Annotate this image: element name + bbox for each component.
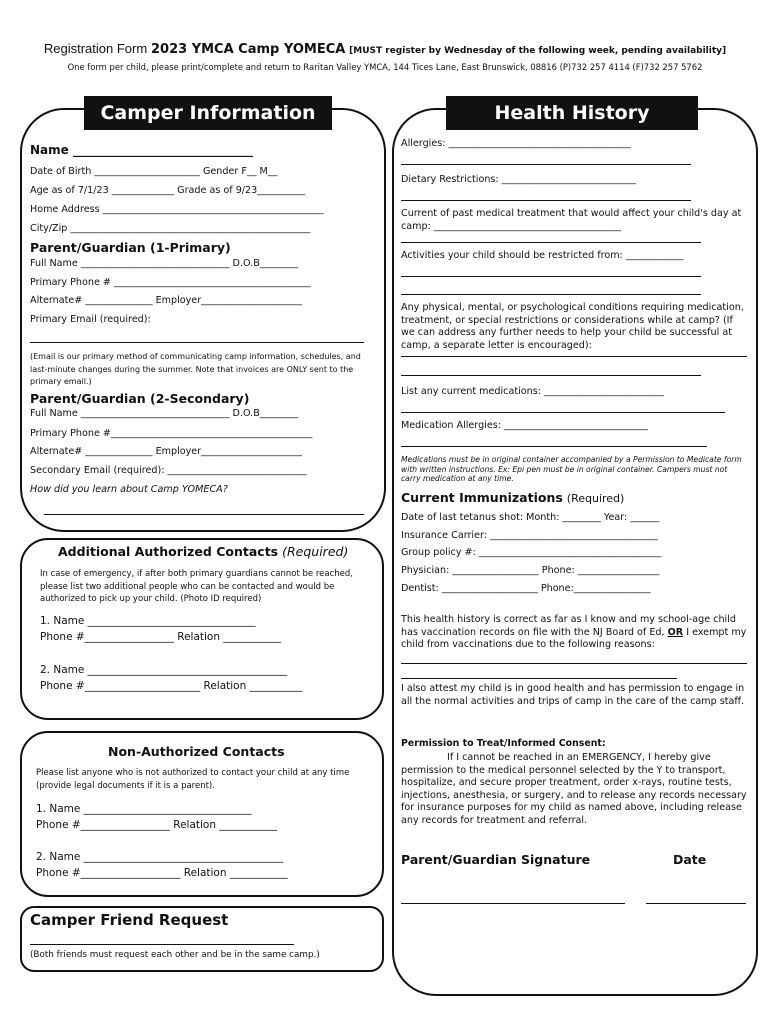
attest-or: OR <box>667 626 684 638</box>
date-line[interactable] <box>646 903 746 904</box>
attest-vaccination-text: This health history is correct as far as I know and my school-age child has vaccination records on file with the NJ Board of Ed, <box>401 614 736 638</box>
authorized-title-text: Additional Authorized Contacts <box>58 544 279 559</box>
how-learn-label: How did you learn about Camp YOMECA? <box>30 484 228 495</box>
dietary-line-2[interactable] <box>401 200 691 201</box>
non-auth-contact1-name[interactable]: 1. Name ________________________________ <box>36 803 252 815</box>
form-title: 2023 YMCA Camp YOMECA <box>151 42 346 57</box>
consent-title: Permission to Treat/Informed Consent: <box>401 738 606 749</box>
med-allergies-field[interactable]: Medication Allergies: ______________________________ <box>401 420 648 431</box>
medications-field[interactable]: List any current medications: _________________________ <box>401 386 664 397</box>
deadline-note: [MUST register by Wednesday of the following week, pending availability] <box>349 46 727 56</box>
g1-full-name-field[interactable]: Full Name _______________________________ D.O.B________ <box>30 258 299 269</box>
exempt-reasons-line-1[interactable] <box>401 663 747 664</box>
g2-full-name-field[interactable]: Full Name _______________________________ D.O.B________ <box>30 408 299 419</box>
authorized-desc: In case of emergency, if after both primary guardians cannot be reached, please list two additional people who can be contacted and would be authorized to pick up your child. (Photo ID required) <box>40 569 353 604</box>
exempt-reasons-line-2[interactable] <box>401 678 677 679</box>
med-allergies-line-2[interactable] <box>401 446 707 447</box>
allergies-line-2[interactable] <box>401 164 691 165</box>
dentist-field[interactable]: Dentist: ____________________ Phone:________________ <box>401 583 651 594</box>
immunizations-title-suffix: (Required) <box>566 492 625 505</box>
auth-contact1-name[interactable]: 1. Name ________________________________ <box>40 615 256 627</box>
medication-note: Medications must be in original container accompanied by a Permission to Medicate form with written instructions. Ex: Epi pen must be in original container. Campers must not carry medication at any time. <box>401 455 742 483</box>
non-auth-contact2-name[interactable]: 2. Name ______________________________________ <box>36 851 284 863</box>
g1-alt-field[interactable]: Alternate# ______________ Employer_____________________ <box>30 295 302 306</box>
date-label: Date <box>673 852 707 867</box>
camper-name-field[interactable]: Name ______________________________ <box>30 143 253 157</box>
allergies-field[interactable]: Allergies: ______________________________________ <box>401 138 631 149</box>
attestation-health: I also attest my child is in good health and has permission to engage in all the normal activities and trips of camp in the care of the camp staff. <box>401 683 745 707</box>
g2-phone-field[interactable]: Primary Phone #__________________________________________ <box>30 428 313 439</box>
age-grade-field[interactable]: Age as of 7/1/23 _____________ Grade as of 9/23__________ <box>30 185 306 196</box>
group-policy-field[interactable]: Group policy #: ______________________________________ <box>401 547 662 558</box>
activities-field[interactable]: Activities your child should be restricted from: ____________ <box>401 250 684 261</box>
non-authorized-desc: Please list anyone who is not authorized to contact your child at any time (provide legal documents if it is a parent). <box>36 768 350 791</box>
medications-line-2[interactable] <box>401 412 725 413</box>
email-note: (Email is our primary method of communicating camp information, schedules, and last-minute changes during the summer. Note that invoices are ONLY sent to the primary email.) <box>30 352 361 386</box>
friend-request-line[interactable] <box>30 944 294 945</box>
g1-phone-field[interactable]: Primary Phone # _________________________________________ <box>30 277 311 288</box>
insurance-field[interactable]: Insurance Carrier: ___________________________________ <box>401 530 658 541</box>
city-zip-field[interactable]: City/Zip __________________________________________________ <box>30 223 311 234</box>
form-title-line <box>0 42 770 58</box>
non-auth-contact2-phone[interactable]: Phone #___________________ Relation ___________ <box>36 867 288 879</box>
guardian1-title: Parent/Guardian (1-Primary) <box>30 240 231 255</box>
g2-alt-field[interactable]: Alternate# ______________ Employer_____________________ <box>30 446 302 457</box>
dob-gender-field[interactable]: Date of Birth ______________________ Gender F__ M__ <box>30 166 278 177</box>
form-header <box>0 42 770 72</box>
activities-line-2[interactable] <box>401 276 701 277</box>
non-auth-contact1-phone[interactable]: Phone #_________________ Relation ___________ <box>36 819 278 831</box>
auth-contact2-phone[interactable]: Phone #______________________ Relation __________ <box>40 680 303 692</box>
tetanus-field[interactable]: Date of last tetanus shot: Month: ________ Year: ______ <box>401 512 660 523</box>
friend-request-note: (Both friends must request each other and be in the same camp.) <box>30 950 320 960</box>
health-history-title: Health History <box>446 96 698 130</box>
signature-line[interactable] <box>401 903 625 904</box>
camper-info-title: Camper Information <box>84 96 332 130</box>
treatment-line-2[interactable] <box>401 242 701 243</box>
signature-label: Parent/Guardian Signature <box>401 852 591 867</box>
physician-field[interactable]: Physician: __________________ Phone: _________________ <box>401 565 660 576</box>
guardian2-title: Parent/Guardian (2-Secondary) <box>30 391 250 406</box>
immunizations-title-text: Current Immunizations <box>401 490 563 505</box>
current-treatment-field[interactable]: Current of past medical treatment that would affect your child's day at camp: _______________________________________ <box>401 208 742 232</box>
conditions-label: Any physical, mental, or psychological conditions requiring medication, treatment, or special restrictions or considerations while at camp? (If we can address any further needs to help your child be successful at camp, a separate letter is encouraged): <box>401 302 744 351</box>
authorized-title-suffix: (Required) <box>282 544 349 559</box>
instructions: One form per child, please print/complete and return to Raritan Valley YMCA, 144 Tices Lane, East Brunswick, 08816 (P)732 257 4114 (F)732 257 5762 <box>67 62 703 72</box>
home-address-field[interactable]: Home Address ______________________________________________ <box>30 204 324 215</box>
form-label: Registration Form <box>43 41 148 56</box>
dietary-field[interactable]: Dietary Restrictions: ____________________________ <box>401 174 637 185</box>
attestation-vaccination <box>401 614 747 652</box>
friend-request-title: Camper Friend Request <box>30 911 229 929</box>
auth-contact2-name[interactable]: 2. Name ______________________________________ <box>40 664 288 676</box>
consent-body: If I cannot be reached in an EMERGENCY, I hereby give permission to the medical personnel selected by the Y to transport, hospitalize, and secure proper treatment, order x-rays, routine tests, injections, anesthesia, or surgery, and to release any records necessary for insurance purposes for my child as named above, including release any records for treatment and referral. <box>401 752 747 826</box>
attest-exempt-text: I exempt my child from vaccinations due to the following reasons: <box>401 626 747 650</box>
non-authorized-title: Non-Authorized Contacts <box>108 744 285 759</box>
g1-email-label: Primary Email (required): <box>30 314 151 325</box>
g1-email-line[interactable] <box>30 342 364 343</box>
immunizations-title <box>401 490 624 505</box>
authorized-title <box>58 544 348 559</box>
conditions-line-1[interactable] <box>401 356 747 357</box>
authorized-contacts-section <box>20 538 384 720</box>
activities-line-3[interactable] <box>401 294 701 295</box>
g2-email-field[interactable]: Secondary Email (required): _____________________________ <box>30 465 307 476</box>
auth-contact1-phone[interactable]: Phone #_________________ Relation ___________ <box>40 631 282 643</box>
how-learn-line[interactable] <box>44 514 364 515</box>
conditions-line-2[interactable] <box>401 375 701 376</box>
